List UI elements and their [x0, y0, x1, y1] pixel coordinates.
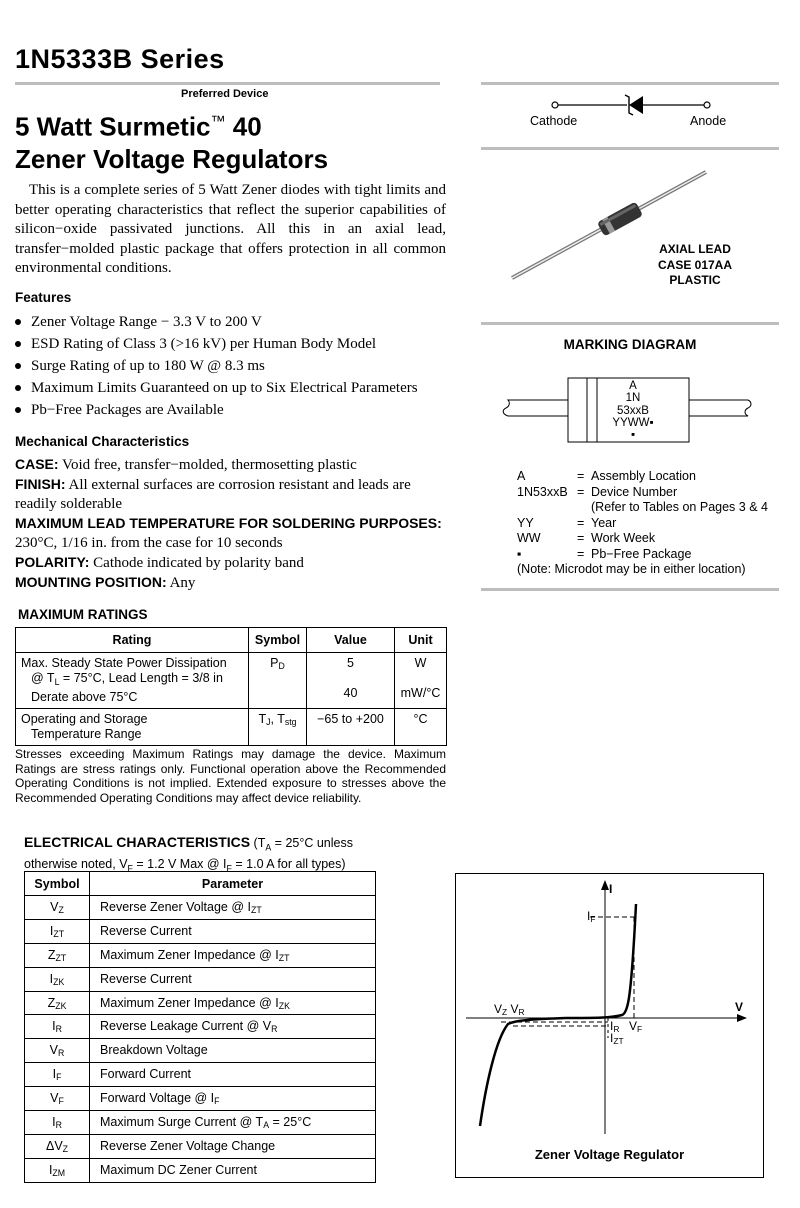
col-header: Unit	[395, 628, 447, 653]
graph-caption: Zener Voltage Regulator	[534, 1147, 685, 1162]
table-row	[25, 943, 376, 967]
graph-vz-vr-label: VZ VR	[494, 1002, 525, 1017]
graph-vf-label: VF	[629, 1019, 643, 1034]
symbol-cell: IZT	[25, 919, 90, 943]
table-row	[25, 919, 376, 943]
max-ratings-note: Stresses exceeding Maximum Ratings may damage the device. Maximum Ratings are stress ratings only. Functional operation above the Recommended Operating Conditions is not implied. Extended exposure to stresses above the Recommended Operating Conditions may affect device reliability.	[15, 747, 446, 805]
symbol-cell: IR	[25, 1111, 90, 1135]
graph-if-label: IF	[587, 909, 596, 924]
parameter-cell: Forward Current	[90, 1063, 376, 1087]
mech-characteristics: CASE: Void free, transfer−molded, thermosetting plastic FINISH: All external surfaces are corrosion resistant and leads are readily solderable MAXIMUM LEAD TEMPERATURE FOR SOLDERING PURPOSES: 230°C, 1/16 in. from the case for 10 seconds POLARITY: Cathode indicated by polarity band MOUNTING POSITION: Any	[15, 456, 442, 591]
graph-izt-label: IZT	[610, 1031, 624, 1046]
legend-row: (Refer to Tables on Pages 3 & 4	[591, 500, 768, 514]
marking-body-text: A 1N 53xxB YYWW▪ ▪	[612, 380, 654, 442]
symbol-cell: IF	[25, 1063, 90, 1087]
symbol-cell: IR	[25, 1015, 90, 1039]
graph-i-axis-label: I	[609, 882, 613, 896]
col-header: Rating	[16, 628, 249, 653]
col-header: Parameter	[90, 872, 376, 896]
graph-ir-label: IR	[610, 1019, 620, 1034]
parameter-cell: Maximum DC Zener Current	[90, 1158, 376, 1182]
col-header: Symbol	[25, 872, 90, 896]
symbol-cell: IZK	[25, 967, 90, 991]
table-row	[25, 896, 376, 920]
table-row: Operating and Storage Temperature Range TJ, Tstg −65 to +200 °C	[16, 709, 447, 746]
table-row	[25, 967, 376, 991]
marking-diagram-heading: MARKING DIAGRAM	[563, 337, 697, 352]
anode-label: Anode	[690, 114, 727, 128]
legend-row: ▪ = Pb−Free Package	[517, 546, 692, 561]
parameter-cell: Reverse Current	[90, 967, 376, 991]
mech-heading: Mechanical Characteristics	[15, 434, 190, 449]
table-row	[25, 1158, 376, 1182]
title-divider	[15, 82, 440, 85]
elec-heading: ELECTRICAL CHARACTERISTICS ($T_A = 25^\circ C$ unless otherwise noted, $V_F = 1.2$ V Max @ $I_F = 1.0$ A for all types)	[24, 834, 353, 874]
features-list	[13, 311, 453, 421]
symbol-cell: IZM	[25, 1158, 90, 1182]
parameter-cell: Maximum Zener Impedance @ IZT	[90, 943, 376, 967]
graph-v-axis-label: V	[735, 1000, 744, 1014]
feature-item: ESD Rating of Class 3 (>16 kV) per Human Body Model	[13, 333, 453, 355]
package-label: AXIAL LEAD CASE 017AA PLASTIC	[657, 242, 733, 287]
col-header: Symbol	[249, 628, 307, 653]
symbol-cell: ZZT	[25, 943, 90, 967]
right-divider-3	[481, 322, 779, 325]
parameter-cell: Reverse Zener Voltage @ IZT	[90, 896, 376, 920]
feature-item: Surge Rating of up to 180 W @ 8.3 ms	[13, 355, 453, 377]
symbol-cell: VR	[25, 1039, 90, 1063]
table-row	[25, 1063, 376, 1087]
parameter-cell: Maximum Surge Current @ TA = 25°C	[90, 1111, 376, 1135]
table-row	[25, 1015, 376, 1039]
symbol-cell: ZZK	[25, 991, 90, 1015]
parameter-cell: Maximum Zener Impedance @ IZK	[90, 991, 376, 1015]
table-row	[25, 1087, 376, 1111]
parameter-cell: Breakdown Voltage	[90, 1039, 376, 1063]
intro-paragraph: This is a complete series of 5 Watt Zener diodes with tight limits and better operating characteristics that reflect the superior capabilities of silicon−oxide passivated junctions. All this in an axial lead, transfer−molded plastic package that offers protection in all common environmental conditions.	[15, 182, 446, 276]
marking-legend	[517, 469, 787, 578]
series-title: 1N5333B Series	[15, 44, 225, 74]
col-header: Value	[307, 628, 395, 653]
parameter-cell: Forward Voltage @ IF	[90, 1087, 376, 1111]
table-row: Max. Steady State Power Dissipation @ $T_L = 75^\circ C$, Lead Length = 3/8 in Derate above 75°C PD 5 40 W mW/°C	[16, 653, 447, 709]
preferred-device-label: Preferred Device	[181, 88, 269, 100]
symbol-cell: VZ	[25, 896, 90, 920]
table-row	[25, 1134, 376, 1158]
legend-row: 1N53xxB = Device Number	[517, 484, 678, 499]
diode-symbol	[540, 92, 720, 116]
feature-item: Zener Voltage Range − 3.3 V to 200 V	[13, 311, 453, 333]
features-heading: Features	[15, 290, 72, 305]
symbol-cell: VF	[25, 1087, 90, 1111]
max-ratings-table	[15, 627, 447, 746]
right-divider-1	[481, 82, 779, 85]
feature-item: Maximum Limits Guaranteed on up to Six Electrical Parameters	[13, 377, 453, 399]
legend-row: WW = Work Week	[517, 531, 656, 545]
feature-item: Pb−Free Packages are Available	[13, 399, 453, 421]
cathode-label: Cathode	[530, 114, 578, 128]
elec-char-table	[24, 871, 376, 1183]
legend-row: A = Assembly Location	[517, 469, 696, 483]
table-row	[25, 1039, 376, 1063]
table-row	[25, 991, 376, 1015]
symbol-cell: ΔVZ	[25, 1134, 90, 1158]
product-title: 5 Watt Surmetic™ 40 Zener Voltage Regulators	[15, 111, 329, 174]
parameter-cell: Reverse Zener Voltage Change	[90, 1134, 376, 1158]
legend-note: (Note: Microdot may be in either location)	[517, 562, 746, 576]
legend-row: YY = Year	[517, 515, 617, 530]
parameter-cell: Reverse Leakage Current @ VR	[90, 1015, 376, 1039]
right-divider-2	[481, 147, 779, 150]
max-ratings-heading: MAXIMUM RATINGS	[18, 607, 148, 622]
right-divider-4	[481, 588, 779, 591]
parameter-cell: Reverse Current	[90, 919, 376, 943]
table-row	[25, 1111, 376, 1135]
